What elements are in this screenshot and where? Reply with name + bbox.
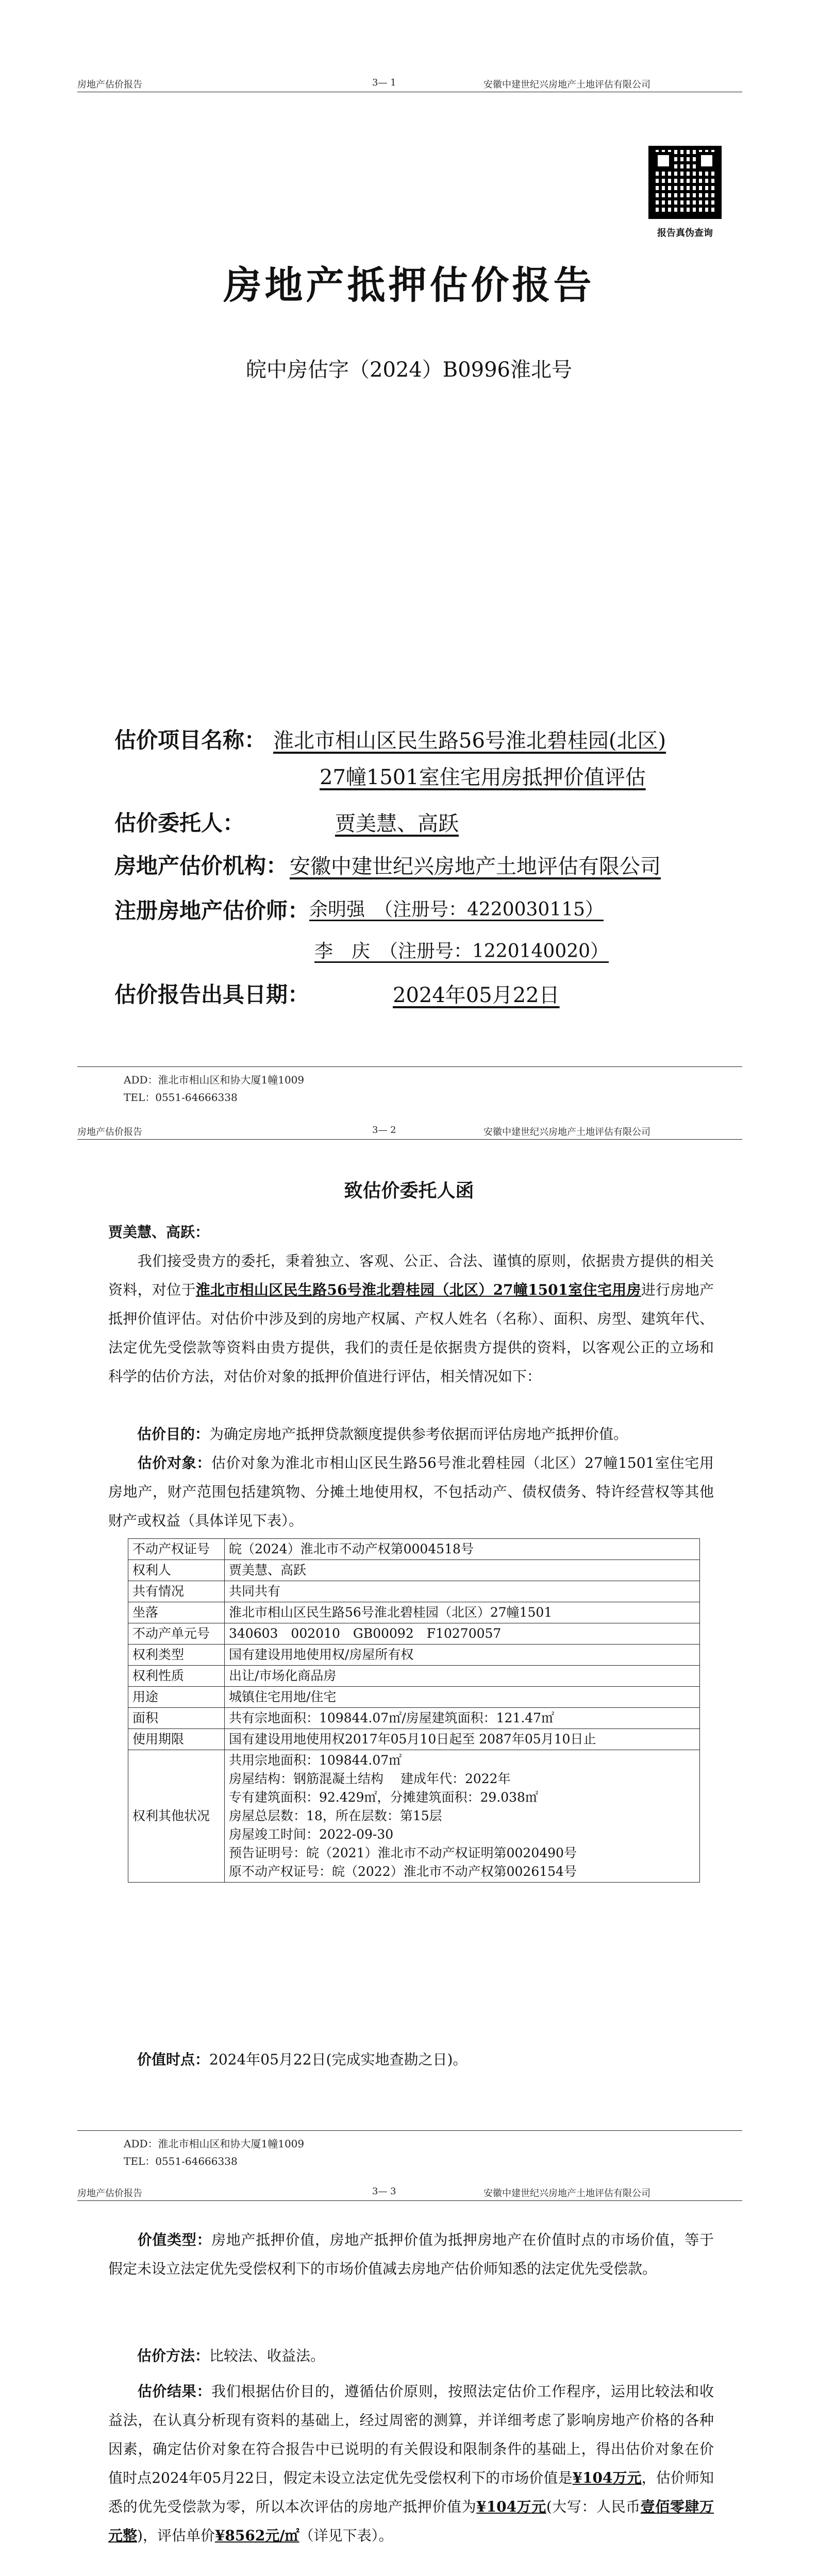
header-rule: [77, 1139, 742, 1140]
info-value-other: [225, 1750, 700, 1883]
info-value: 共有宗地面积：109844.07㎡/房屋建筑面积：121.47㎡: [225, 1708, 700, 1729]
salutation: 贾美慧、高跃：: [108, 1224, 210, 1241]
property-info-table: [128, 1538, 700, 1883]
info-key: 权利类型: [128, 1645, 225, 1666]
info-value: 皖（2024）淮北市不动产权第0004518号: [225, 1539, 700, 1560]
appraiser-label: 注册房地产估价师：: [114, 898, 310, 923]
header-right: 安徽中建世纪兴房地产土地评估有限公司: [483, 2188, 650, 2199]
header-rule: [77, 2200, 742, 2201]
header-page-number: 3— 2: [372, 1125, 396, 1136]
appraiser-1: 余明强 （注册号：4220030115）: [309, 899, 604, 920]
project-name-line1: 淮北市相山区民生路56号淮北碧桂园(北区): [273, 729, 666, 753]
project-name-line2: 27幢1501室住宅用房抵押价值评估: [320, 766, 646, 789]
other-line: 预告证明号：皖（2021）淮北市不动产权证明第0020490号: [229, 1845, 577, 1860]
value-type-paragraph: 价值类型：房地产抵押价值，房地产抵押价值为抵押房地产在价值时点的市场价值，等于假定未设立法定优先受偿权利下的市场价值减去房地产估价师知悉的法定优先受偿款。: [108, 2231, 714, 2277]
info-key: 不动产权证号: [128, 1539, 225, 1560]
info-value: 国有建设用地使用权2017年05月10日起至 2087年05月10日止: [225, 1729, 700, 1750]
info-row: [128, 1729, 700, 1750]
other-line: 房屋结构：钢筋混凝土结构 建成年代：2022年: [229, 1771, 511, 1786]
footer-address: ADD：淮北市相山区和协大厦1幢1009: [124, 2138, 305, 2150]
info-value: 国有建设用地使用权/房屋所有权: [225, 1645, 700, 1666]
footer-rule: [77, 1066, 742, 1067]
header-left: 房地产估价报告: [77, 1127, 142, 1138]
info-row: [128, 1539, 700, 1560]
other-line: 专有建筑面积：92.429㎡，分摊建筑面积：29.038㎡: [229, 1790, 538, 1805]
info-key: 使用期限: [128, 1729, 225, 1750]
project-label: 估价项目名称：: [114, 727, 266, 753]
letter-title: 致估价委托人函: [344, 1180, 474, 1201]
info-key: 权利人: [128, 1560, 225, 1581]
info-key: 坐落: [128, 1602, 225, 1623]
info-value: 贾美慧、高跃: [225, 1560, 700, 1581]
info-row: [128, 1687, 700, 1708]
footer-tel: TEL：0551-64666338: [124, 1091, 238, 1104]
org-label: 房地产估价机构：: [114, 853, 288, 878]
info-value: 城镇住宅用地/住宅: [225, 1687, 700, 1708]
info-row: [128, 1623, 700, 1645]
header-right: 安徽中建世纪兴房地产土地评估有限公司: [483, 1127, 650, 1138]
report-number: 皖中房估字（2024）B0996淮北号: [246, 358, 572, 382]
object-paragraph: 估价对象：估价对象为淮北市相山区民生路56号淮北碧桂园（北区）27幢1501室住宅用房地产，财产范围包括建筑物、分摊土地使用权，不包括动产、债权债务、特许经营权等其他财产或权益（具体详见下表）。: [108, 1454, 714, 1529]
result-paragraph: 估价结果：我们根据估价目的，遵循估价原则，按照法定估价工作程序，运用比较法和收益法，在认真分析现有资料的基础上，经过周密的测算，并详细考虑了影响房地产价格的各种因素，确定估价对象在符合报告中已说明的有关假设和限制条件的基础上，得出估价对象在价值时点2024年05月22日，假定未设立法定优先受偿权利下的市场价值是¥104万元，估价师知悉的优先受偿款为零，所以本次评估的房地产抵押价值为¥104万元(大写：人民币壹佰零肆万元整)，评估单价¥8562元/㎡（详见下表）。: [108, 2383, 714, 2544]
object-address: 淮北市相山区民生路56号淮北碧桂园（北区）27幢1501室住宅用房: [195, 1281, 641, 1298]
header-left: 房地产估价报告: [77, 79, 142, 90]
header-page-number: 3— 3: [372, 2186, 396, 2197]
footer-address: ADD：淮北市相山区和协大厦1幢1009: [124, 1074, 305, 1086]
method-paragraph: 估价方法：比较法、收益法。: [137, 2347, 325, 2364]
info-row: [128, 1708, 700, 1729]
cover-title: 房地产抵押估价报告: [223, 263, 595, 308]
date-label: 估价报告出具日期：: [114, 982, 310, 1007]
footer-tel: TEL：0551-64666338: [124, 2155, 238, 2167]
intro-paragraph: 我们接受贵方的委托，秉着独立、客观、公正、合法、谨慎的原则，依据贵方提供的相关资料，对位于淮北市相山区民生路56号淮北碧桂园（北区）27幢1501室住宅用房进行房地产抵押价值评估。对估价中涉及到的房地产权属、产权人姓名（名称）、面积、房型、建筑年代、法定优先受偿款等资料由贵方提供，我们的责任是依据贵方提供的资料，以客观公正的立场和科学的估价方法，对估价对象的抵押价值进行评估，相关情况如下：: [108, 1252, 714, 1385]
info-row: [128, 1602, 700, 1623]
info-row-other: [128, 1750, 700, 1883]
info-value: 共同共有: [225, 1581, 700, 1602]
info-value: 出让/市场化商品房: [225, 1666, 700, 1687]
info-value: 340603 002010 GB00092 F10270057: [225, 1623, 700, 1645]
info-value: 淮北市相山区民生路56号淮北碧桂园（北区）27幢1501: [225, 1602, 700, 1623]
info-row: [128, 1581, 700, 1602]
footer-rule: [77, 2130, 742, 2131]
client-name: 贾美慧、高跃: [335, 812, 459, 836]
other-line: 房屋竣工时间：2022-09-30: [229, 1827, 394, 1842]
info-key: 用途: [128, 1687, 225, 1708]
info-key: 权利性质: [128, 1666, 225, 1687]
other-line: 房屋总层数：18，所在层数：第15层: [229, 1808, 442, 1823]
info-row: [128, 1560, 700, 1581]
qr-code-icon[interactable]: [648, 146, 722, 219]
info-row: [128, 1645, 700, 1666]
purpose-paragraph: 估价目的：为确定房地产抵押贷款额度提供参考依据而评估房地产抵押价值。: [137, 1426, 628, 1443]
info-key: 共有情况: [128, 1581, 225, 1602]
qr-caption: 报告真伪查询: [657, 228, 713, 239]
appraiser-2: 李 庆 （注册号：1220140020）: [314, 941, 609, 962]
info-key: 不动产单元号: [128, 1623, 225, 1645]
other-line: 共用宗地面积：109844.07㎡: [229, 1753, 402, 1768]
value-date-paragraph: 价值时点：2024年05月22日(完成实地查勘之日)。: [137, 2051, 468, 2068]
report-date: 2024年05月22日: [393, 984, 560, 1007]
info-key: 权利其他状况: [128, 1750, 225, 1883]
info-row: [128, 1666, 700, 1687]
header-right: 安徽中建世纪兴房地产土地评估有限公司: [483, 79, 650, 90]
org-name: 安徽中建世纪兴房地产土地评估有限公司: [290, 855, 661, 878]
other-line: 原不动产权证号：皖（2022）淮北市不动产权第0026154号: [229, 1864, 577, 1879]
client-label: 估价委托人：: [114, 810, 245, 836]
header-page-number: 3— 1: [372, 77, 396, 88]
info-key: 面积: [128, 1708, 225, 1729]
header-left: 房地产估价报告: [77, 2188, 142, 2199]
